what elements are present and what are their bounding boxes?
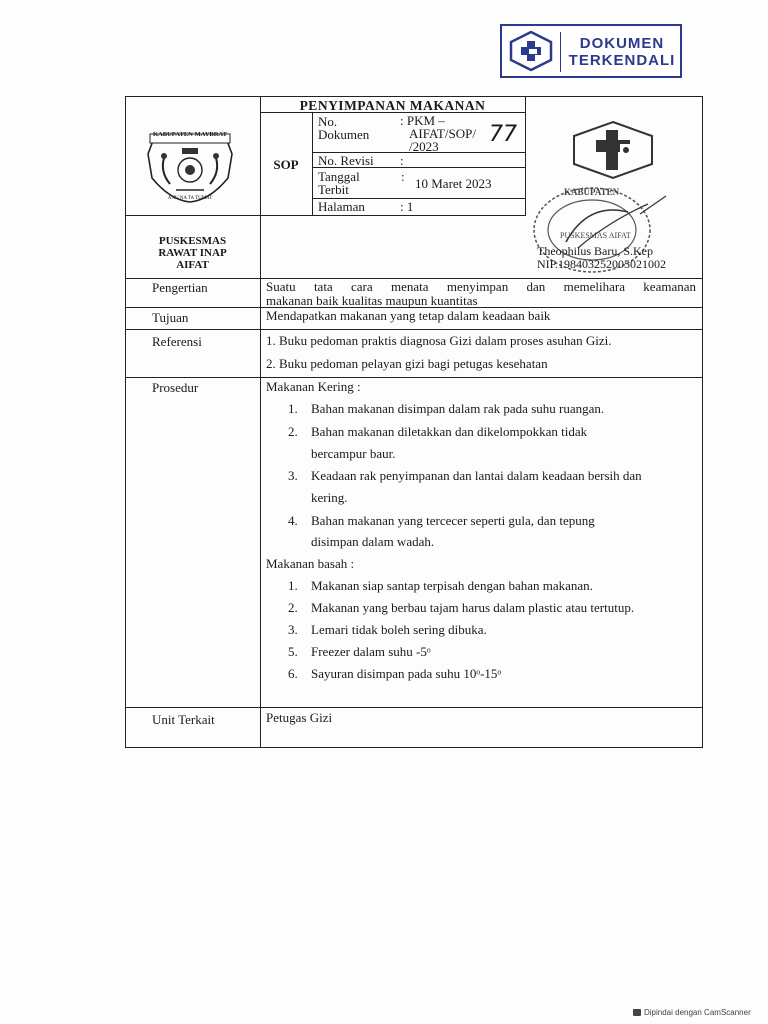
- basah-item: Makanan yang berbau tajam harus dalam plastic atau tertutup.: [311, 600, 635, 615]
- handwritten-number: 77: [489, 122, 517, 147]
- signatory-name: Theophilus Baru, S.Kep: [537, 244, 653, 258]
- camscanner-text: Dipindai dengan CamScanner: [644, 1008, 751, 1017]
- camscanner-watermark: [633, 1008, 751, 1017]
- no-revisi-label: No. Revisi: [318, 153, 374, 168]
- kering-item: Bahan makanan diletakkan dan dikelompokkan tidak: [311, 424, 588, 439]
- kering-item: Bahan makanan disimpan dalam rak pada suhu ruangan.: [311, 401, 605, 416]
- makanan-kering-title: Makanan Kering :: [266, 379, 361, 394]
- kering-num: 2.: [288, 424, 298, 439]
- kering-num: 1.: [288, 401, 298, 416]
- kering-item: Bahan makanan yang tercecer seperti gula, dan tepung: [311, 513, 595, 528]
- kabupaten-maybrat-logo: [140, 128, 240, 206]
- no-dokumen-label-1: No.: [318, 114, 338, 129]
- round-stamp-inner: PUSKESMAS AIFAT: [560, 231, 631, 240]
- referensi-item-1: 1. Buku pedoman praktis diagnosa Gizi dalam proses asuhan Gizi.: [266, 333, 612, 348]
- signatory-nip: NIP.198403252005021002: [537, 257, 667, 271]
- unit-terkait-label: Unit Terkait: [152, 712, 215, 727]
- sop-label: SOP: [273, 157, 299, 172]
- grid-h-tujuan: [125, 329, 703, 330]
- basah-item: Sayuran disimpan pada suhu 10ᵒ-15ᵒ: [311, 666, 502, 681]
- kering-num: 4.: [288, 513, 298, 528]
- stamp-divider: [560, 32, 561, 72]
- kering-item-cont: bercampur baur.: [311, 446, 396, 461]
- tanggal-label-2: Terbit: [318, 182, 349, 197]
- no-dokumen-label-2: Dokumen: [318, 127, 370, 142]
- no-dokumen-value-2: AIFAT/SOP/: [409, 126, 476, 141]
- kering-item-cont: kering.: [311, 490, 348, 505]
- tujuan-label: Tujuan: [152, 310, 189, 325]
- org-line-2: RAWAT INAP: [158, 247, 227, 259]
- kering-num: 3.: [288, 468, 298, 483]
- tanggal-label-1: Tanggal: [318, 169, 360, 184]
- kabupaten-motto: ANU NA TA TUMAT: [167, 196, 213, 201]
- pengertian-line-1: [266, 279, 696, 294]
- org-line-3: AIFAT: [176, 259, 209, 271]
- grid-v-left: [260, 96, 261, 748]
- stamp-line-1: DOKUMEN: [579, 35, 665, 52]
- round-stamp-text: KABUPATEN: [564, 187, 620, 197]
- camscanner-icon: [633, 1009, 641, 1016]
- halaman-value: : 1: [400, 199, 414, 214]
- pengertian-line-2: makanan baik kualitas maupun kuantitas: [266, 293, 478, 308]
- no-dokumen-value-1: : PKM –: [400, 113, 445, 128]
- basah-item: Lemari tidak boleh sering dibuka.: [311, 622, 487, 637]
- kering-item-cont: disimpan dalam wadah.: [311, 534, 435, 549]
- pengertian-label: Pengertian: [152, 280, 208, 295]
- basah-item: Makanan siap santap terpisah dengan bahan makanan.: [311, 578, 593, 593]
- pengertian-word: tata: [313, 279, 333, 294]
- pengertian-word: menata: [390, 279, 429, 294]
- kabupaten-label: KABUPATEN MAYBRAT: [153, 131, 227, 138]
- referensi-item-2: 2. Buku pedoman pelayan gizi bagi petugas kesehatan: [266, 356, 548, 371]
- basah-num: 6.: [288, 666, 298, 681]
- basah-num: 3.: [288, 622, 298, 637]
- referensi-label: Referensi: [152, 334, 202, 349]
- grid-v-right: [525, 96, 526, 216]
- tanggal-value: 10 Maret 2023: [415, 176, 492, 191]
- pengertian-word: memelihara: [563, 279, 625, 294]
- prosedur-label: Prosedur: [152, 380, 199, 395]
- tanggal-colon: :: [401, 169, 405, 184]
- kering-item: Keadaan rak penyimpanan dan lantai dalam keadaan bersih dan: [311, 468, 642, 483]
- basah-num: 1.: [288, 578, 298, 593]
- grid-h-referensi: [125, 377, 703, 378]
- pengertian-word: keamanan: [643, 279, 696, 294]
- grid-h-prosedur: [125, 707, 703, 708]
- pengertian-word: dan: [526, 279, 546, 294]
- grid-v-sop: [312, 112, 313, 216]
- document-title: PENYIMPANAN MAKANAN: [299, 98, 486, 113]
- no-revisi-value: :: [400, 153, 404, 168]
- dokumen-terkendali-stamp: [500, 24, 682, 78]
- pengertian-word: Suatu: [266, 279, 296, 294]
- no-dokumen-value-3: /2023: [409, 139, 439, 154]
- puskesmas-logo-icon: [568, 120, 658, 180]
- pengertian-word: cara: [351, 279, 373, 294]
- halaman-label: Halaman: [318, 199, 365, 214]
- stamp-line-2: TERKENDALI: [568, 52, 676, 69]
- basah-num: 2.: [288, 600, 298, 615]
- basah-num: 5.: [288, 644, 298, 659]
- makanan-basah-title: Makanan basah :: [266, 556, 355, 571]
- pengertian-word: menyimpan: [446, 279, 509, 294]
- basah-item: Freezer dalam suhu -5ᵒ: [311, 644, 431, 659]
- unit-terkait-text: Petugas Gizi: [266, 710, 333, 725]
- org-line-1: PUSKESMAS: [158, 235, 227, 247]
- tujuan-text: Mendapatkan makanan yang tetap dalam keadaan baik: [266, 308, 551, 323]
- grid-h-header: [125, 215, 525, 216]
- health-cross-icon: [508, 30, 554, 72]
